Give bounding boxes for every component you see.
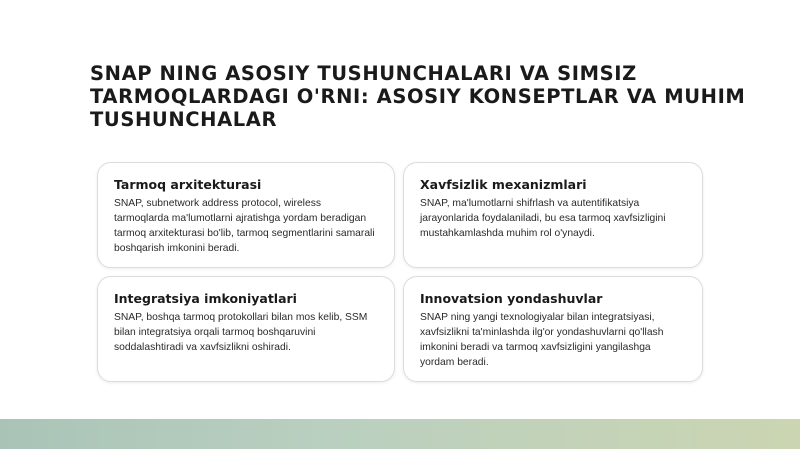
card-heading: Integratsiya imkoniyatlari: [114, 291, 297, 306]
card-heading: Innovatsion yondashuvlar: [420, 291, 603, 306]
card-body: SNAP, subnetwork address protocol, wireless tarmoqlarda ma'lumotlarni ajratishga yordam beradigan tarmoq arxitekturasi bo'lib, tarmoq segmentlarini samarali boshqarish imkonini beradi.: [114, 198, 375, 254]
card-innovatsion-yondashuvlar: [403, 276, 703, 382]
card-body: SNAP, ma'lumotlarni shifrlash va autentifikatsiya jarayonlarida foydalaniladi, bu esa tarmoq xavfsizligini mustahkamlashda muhim rol o'ynaydi.: [420, 198, 666, 239]
card-integratsiya-imkoniyatlari: [97, 276, 395, 382]
card-heading: Xavfsizlik mexanizmlari: [420, 177, 587, 192]
card-body: SNAP ning yangi texnologiyalar bilan integratsiyasi, xavfsizlikni ta'minlashda ilg'or yondashuvlarni qo'llash imkonini beradi va tarmoq xavfsizligini yangilashga yordam beradi.: [420, 312, 664, 368]
card-xavfsizlik-mexanizmlari: [403, 162, 703, 268]
card-heading: Tarmoq arxitekturasi: [114, 177, 262, 192]
footer-decoration-band: [0, 419, 800, 449]
slide-title: SNAP NING ASOSIY TUSHUNCHALARI VA SIMSIZ TARMOQLARDAGI O'RNI: ASOSIY KONSEPTLAR VA MUHIM TUSHUNCHALAR: [90, 62, 746, 131]
card-tarmoq-arxitekturasi: [97, 162, 395, 268]
card-body: SNAP, boshqa tarmoq protokollari bilan mos kelib, SSM bilan integratsiya orqali tarmoq boshqaruvini soddalashtiradi va xavfsizlikni oshiradi.: [114, 312, 368, 353]
